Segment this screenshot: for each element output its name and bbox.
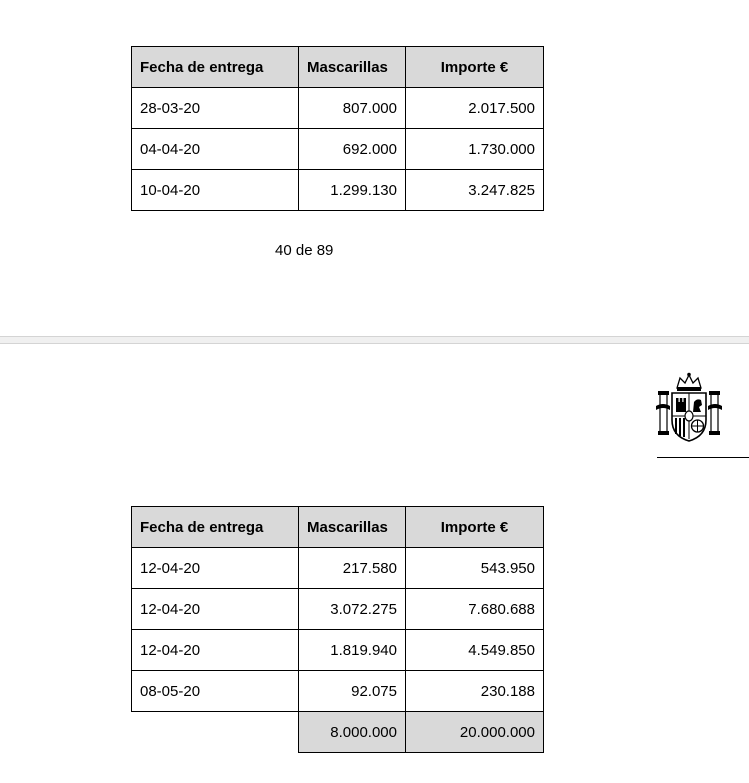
page-separator [0,336,749,344]
cell-masks: 217.580 [299,548,406,589]
cell-date: 10-04-20 [132,170,299,211]
cell-masks: 1.299.130 [299,170,406,211]
header-amount: Importe € [406,507,544,548]
table-row [132,548,544,589]
cell-masks: 807.000 [299,88,406,129]
table-row [132,671,544,712]
table-header-row [132,47,544,88]
cell-masks: 3.072.275 [299,589,406,630]
spain-coat-of-arms-icon [655,372,723,444]
cell-date: 12-04-20 [132,589,299,630]
header-rule [657,457,749,458]
cell-date: 08-05-20 [132,671,299,712]
total-masks: 8.000.000 [299,712,406,753]
cell-amount: 7.680.688 [406,589,544,630]
cell-masks: 692.000 [299,129,406,170]
document-page-40 [0,0,749,336]
table-row [132,630,544,671]
page-number: 40 de 89 [275,242,334,259]
table-header-row [132,507,544,548]
header-masks: Mascarillas [299,47,406,88]
cell-date: 12-04-20 [132,630,299,671]
header-delivery-date: Fecha de entrega [132,507,299,548]
cell-masks: 92.075 [299,671,406,712]
cell-date: 04-04-20 [132,129,299,170]
total-amount: 20.000.000 [406,712,544,753]
table-total-row [132,712,544,753]
header-masks: Mascarillas [299,507,406,548]
table-row [132,129,544,170]
cell-date: 12-04-20 [132,548,299,589]
table-row [132,589,544,630]
document-page-41 [0,344,749,783]
header-amount: Importe € [406,47,544,88]
cell-amount: 1.730.000 [406,129,544,170]
table-row [132,170,544,211]
cell-amount: 543.950 [406,548,544,589]
cell-amount: 230.188 [406,671,544,712]
deliveries-table-1 [131,46,544,211]
header-delivery-date: Fecha de entrega [132,47,299,88]
cell-masks: 1.819.940 [299,630,406,671]
cell-date: 28-03-20 [132,88,299,129]
cell-amount: 2.017.500 [406,88,544,129]
cell-amount: 3.247.825 [406,170,544,211]
table-row [132,88,544,129]
empty-cell [132,712,299,753]
deliveries-table-2 [131,506,544,753]
cell-amount: 4.549.850 [406,630,544,671]
